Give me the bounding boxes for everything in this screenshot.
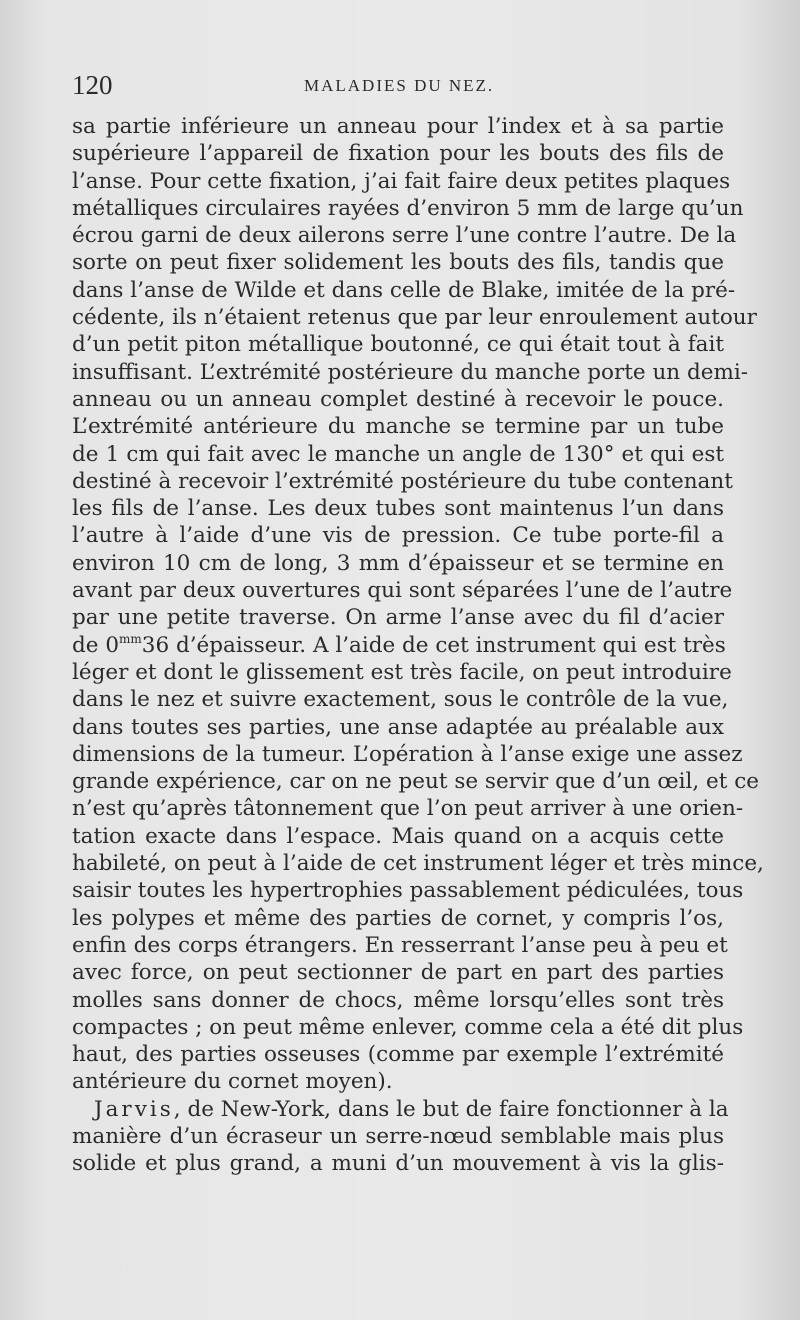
text-line: anneau ou un anneau complet destiné à recevoir le pouce. [72,386,724,412]
text-line: enfin des corps étrangers. En resserrant l’anse peu à peu et [72,932,728,958]
text-line: insuffisant. L’extrémité postérieure du manche porte un demi- [72,359,749,385]
text-line: destiné à recevoir l’extrémité postérieure du tube contenant [72,468,733,494]
text-line: environ 10 cm de long, 3 mm d’épaisseur et se termine en [72,550,724,576]
text-line: haut, des parties osseuses (comme par exemple l’extrémité [72,1042,724,1068]
text-line: l’anse. Pour cette fixation, j’ai fait faire deux petites plaques [72,168,731,194]
text-line: de 1 cm qui fait avec le manche un angle de 130° et qui est [72,441,724,467]
text-line: avec force, on peut sectionner de part en part des parties [72,960,724,986]
text-line: compactes ; on peut même enlever, comme cela a été dit plus [72,1014,744,1040]
text-line: habileté, on peut à l’aide de cet instrument léger et très mince, [72,851,764,877]
text-line: les polypes et même des parties de cornet, y compris l’os, [72,905,724,931]
text-line: les fils de l’anse. Les deux tubes sont maintenus l’un dans [72,496,724,522]
running-head: MALADIES DU NEZ. [304,76,495,95]
text-line: l’autre à l’aide d’une vis de pression. Ce tube porte-fil a [72,523,724,549]
text-line: tation exacte dans l’espace. Mais quand on a acquis cette [72,823,724,849]
text-line: sa partie inférieure un anneau pour l’index et à sa partie [72,114,724,139]
text-line: solide et plus grand, a muni d’un mouvement à vis la glis- [72,1151,724,1177]
text-line: d’un petit piton métallique boutonné, ce qui était tout à fait [72,332,724,358]
author-name: Jarvis [94,1096,174,1122]
text-line: avant par deux ouvertures qui sont séparées l’une de l’autre [72,578,733,604]
text-line: L’extrémité antérieure du manche se termine par un tube [72,414,724,440]
text-line: dans l’anse de Wilde et dans celle de Blake, imitée de la pré- [72,277,736,303]
text-line: sorte on peut fixer solidement les bouts des fils, tandis que [72,250,724,276]
text-line: dans toutes ses parties, une anse adaptée au préalable aux [72,714,724,740]
text-line: métalliques circulaires rayées d’environ 5 mm de large qu’un [72,195,744,221]
superscript-unit: mm [119,631,142,646]
text-line: dimensions de la tumeur. L’opération à l’anse exige une assez [72,741,743,767]
text-line: n’est qu’après tâtonnement que l’on peut arriver à une orien- [72,796,744,822]
text-line [72,632,724,659]
text-segment: , de New-York, dans le but de faire fonctionner à la [173,1096,729,1122]
text-line: écrou garni de deux ailerons serre l’une contre l’autre. De la [72,223,737,249]
body-text [72,113,764,1178]
text-line: saisir toutes les hypertrophies passablement pédiculées, tous [72,878,744,904]
text-line: grande expérience, car on ne peut se servir que d’un œil, et ce [72,769,760,795]
text-line: supérieure l’appareil de fixation pour les bouts des fils de [72,141,724,167]
text-segment: 36 d’épaisseur. A l’aide de cet instrument qui est très [141,632,726,658]
text-line: manière d’un écraseur un serre-nœud semblable mais plus [72,1123,724,1149]
page-number: 120 [72,70,113,100]
text-segment: de 0 [72,632,119,658]
text-line: par une petite traverse. On arme l’anse avec du fil d’acier [72,605,724,631]
text-line: antérieure du cornet moyen). [72,1069,393,1095]
page-header [72,64,724,104]
text-line: léger et dont le glissement est très facile, on peut introduire [72,659,732,685]
text-line [72,1096,729,1123]
text-line: molles sans donner de chocs, même lorsqu’elles sont très [72,987,724,1013]
text-line: dans le nez et suivre exactement, sous le contrôle de la vue, [72,687,729,713]
text-line: cédente, ils n’étaient retenus que par leur enroulement autour [72,305,757,331]
